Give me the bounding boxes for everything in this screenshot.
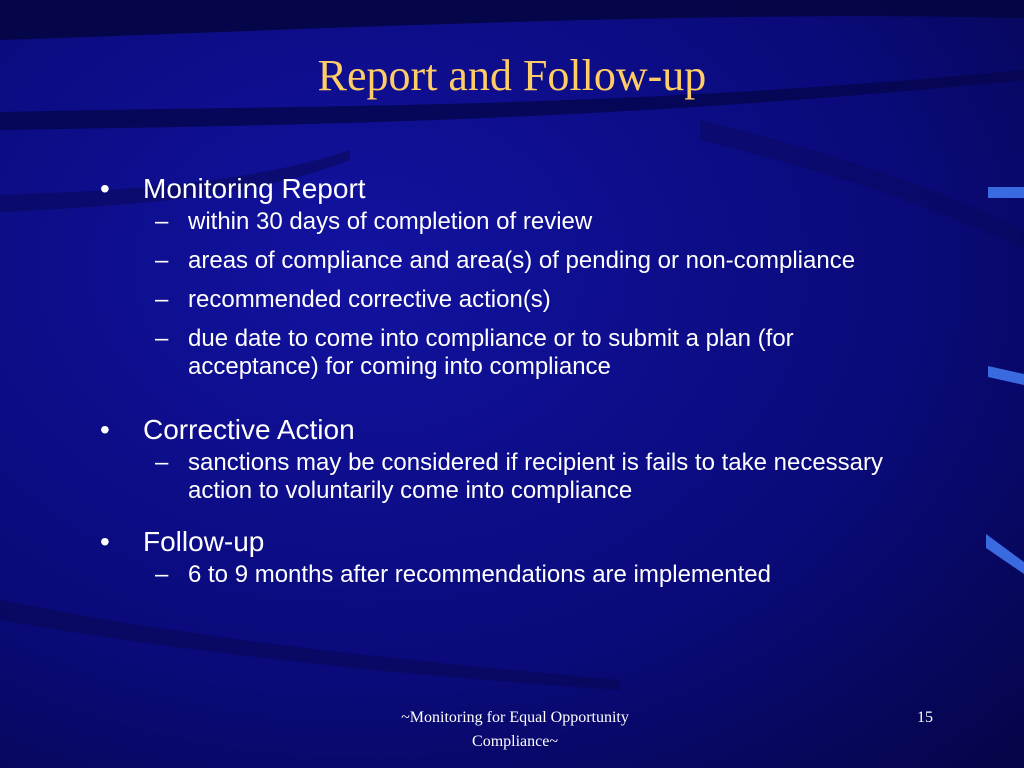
sub-bullet-item (143, 325, 920, 381)
sub-bullet-item (143, 561, 920, 589)
sub-bullet-text: within 30 days of completion of review (188, 208, 593, 235)
dash-marker: – (155, 449, 169, 476)
sub-bullet-list (143, 208, 920, 381)
bullet-text: Follow-up (143, 526, 265, 557)
dash-marker: – (155, 325, 169, 352)
dash-marker: – (155, 247, 169, 274)
sub-bullet-text: due date to come into compliance or to submit a plan (for acceptance) for coming into compliance (188, 325, 794, 380)
slide-title: Report and Follow-up (317, 51, 707, 100)
bullet-marker: • (100, 173, 110, 204)
dash-marker: – (155, 208, 169, 235)
dash-marker: – (155, 561, 169, 588)
sub-bullet-item (143, 247, 920, 275)
slide-body (100, 170, 920, 600)
sub-bullet-list (143, 561, 920, 589)
sub-bullet-text: 6 to 9 months after recommendations are implemented (188, 561, 771, 588)
bullet-text: Corrective Action (143, 414, 355, 445)
sub-bullet-item (143, 286, 920, 314)
bullet-text: Monitoring Report (143, 173, 366, 204)
page-number: 15 (917, 709, 933, 726)
bullet-item (100, 411, 920, 505)
bullet-item (100, 170, 920, 381)
sub-bullet-text: recommended corrective action(s) (188, 286, 551, 313)
footer-text: ~Monitoring for Equal Opportunity Compliance~ (401, 709, 629, 750)
sub-bullet-text: sanctions may be considered if recipient is fails to take necessary action to voluntarily come into compliance (188, 449, 884, 504)
dash-marker: – (155, 286, 169, 313)
bullet-item (100, 523, 920, 589)
sub-bullet-list (143, 449, 920, 505)
sub-bullet-item (143, 449, 920, 505)
sub-bullet-text: areas of compliance and area(s) of pending or non-compliance (188, 247, 856, 274)
bullet-marker: • (100, 526, 110, 557)
bullet-marker: • (100, 414, 110, 445)
sub-bullet-item (143, 208, 920, 236)
